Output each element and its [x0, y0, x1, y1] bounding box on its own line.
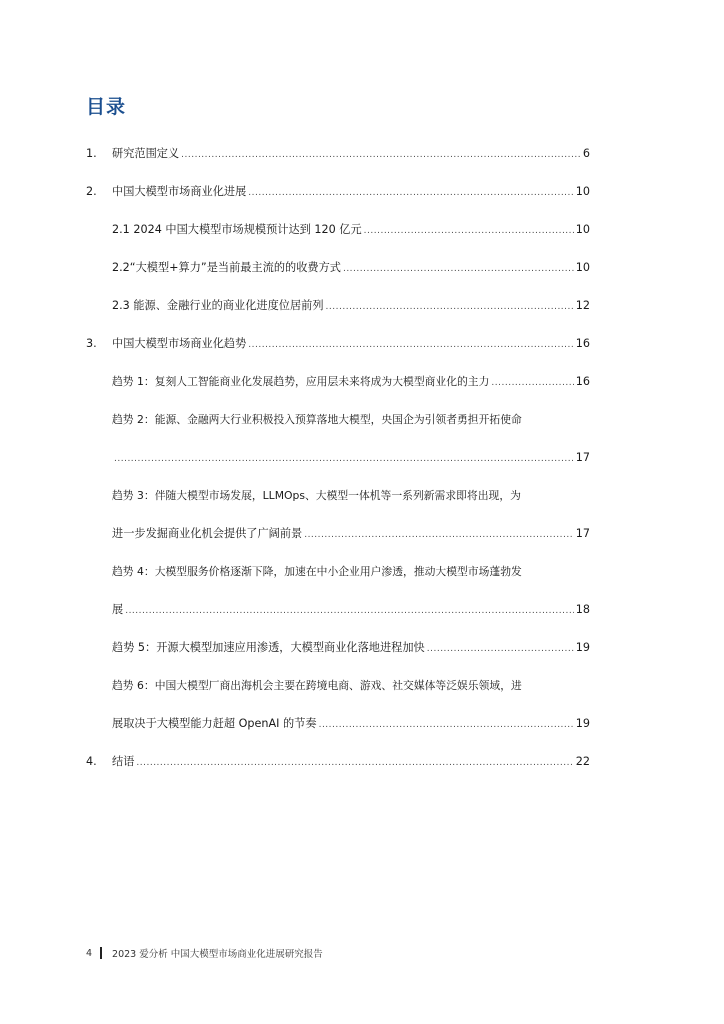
- page-footer: [86, 946, 323, 960]
- toc-entry-trend-3-line1[interactable]: [112, 489, 590, 503]
- toc-label: 中国大模型市场商业化进展: [112, 185, 247, 198]
- toc-entry-trend-2-line1[interactable]: [112, 413, 590, 427]
- dot-leader: [364, 224, 574, 238]
- dot-leader: [248, 338, 573, 352]
- toc-label: 展取决于大模型能力赶超 OpenAI 的节奏: [112, 717, 317, 730]
- toc-page: 19: [575, 641, 590, 654]
- dot-leader: [125, 604, 574, 618]
- toc-label: 2.3 能源、金融行业的商业化进度位居前列: [112, 299, 324, 312]
- dot-leader: [427, 642, 574, 656]
- footer-divider: [100, 947, 102, 959]
- dot-leader: [319, 718, 574, 732]
- toc-page: 17: [575, 527, 590, 540]
- toc-label: 趋势 4：大模型服务价格逐渐下降，加速在中小企业用户渗透，推动大模型市场蓬勃发: [112, 565, 522, 578]
- toc-entry-trend-6-line2[interactable]: [112, 717, 590, 732]
- toc-page: 10: [575, 223, 590, 236]
- dot-leader: [343, 262, 574, 276]
- footer-text: 2023 爱分析 中国大模型市场商业化进展研究报告: [112, 949, 323, 960]
- toc-number: 2.: [86, 185, 97, 198]
- toc-page: 16: [575, 337, 590, 350]
- toc-label: 趋势 6：中国大模型厂商出海机会主要在跨境电商、游戏、社交媒体等泛娱乐领域，进: [112, 679, 522, 692]
- toc-entry-2-3[interactable]: [112, 299, 590, 314]
- dot-leader: [304, 528, 574, 542]
- dot-leader: [181, 148, 581, 162]
- toc-entry-3[interactable]: [86, 337, 590, 352]
- toc-page: 10: [575, 261, 590, 274]
- toc-label: 展: [112, 603, 124, 616]
- toc-number: 1.: [86, 147, 97, 160]
- toc-entry-trend-5[interactable]: [112, 641, 590, 656]
- page-title: 目录: [86, 96, 127, 118]
- dot-leader: [248, 186, 573, 200]
- toc-entry-4[interactable]: [86, 755, 590, 770]
- toc-label: 趋势 5：开源大模型加速应用渗透，大模型商业化落地进程加快: [112, 641, 425, 654]
- toc-page: 22: [575, 755, 590, 768]
- toc-entry-trend-2-line2[interactable]: [112, 451, 590, 466]
- toc-entry-trend-4-line2[interactable]: [112, 603, 590, 618]
- toc-label: 趋势 3：伴随大模型市场发展，LLMOps、大模型一体机等一系列新需求即将出现，为: [112, 489, 521, 502]
- toc-label: 进一步发掘商业化机会提供了广阔前景: [112, 527, 303, 540]
- toc-page: 12: [575, 299, 590, 312]
- toc-entry-trend-4-line1[interactable]: [112, 565, 590, 579]
- toc-page: 17: [575, 451, 590, 464]
- toc-entry-2-2[interactable]: [112, 261, 590, 276]
- toc-label: 2.1 2024 中国大模型市场规模预计达到 120 亿元: [112, 223, 362, 236]
- toc-number: 4.: [86, 755, 97, 768]
- toc-page: 10: [575, 185, 590, 198]
- toc-page: 18: [575, 603, 590, 616]
- toc-entry-2[interactable]: [86, 185, 590, 200]
- toc-entry-trend-6-line1[interactable]: [112, 679, 590, 693]
- toc-entry-1[interactable]: [86, 147, 590, 162]
- dot-leader: [326, 300, 574, 314]
- toc-entry-2-1[interactable]: [112, 223, 590, 238]
- toc-entry-trend-1[interactable]: [112, 375, 590, 390]
- toc-label: 结语: [112, 755, 135, 768]
- toc-label: 趋势 1：复刻人工智能商业化发展趋势，应用层未来将成为大模型商业化的主力: [112, 375, 490, 388]
- toc-number: 3.: [86, 337, 97, 350]
- toc-page: 16: [575, 375, 590, 388]
- footer-page-number: 4: [86, 947, 93, 959]
- toc-label: 2.2“大模型+算力”是当前最主流的的收费方式: [112, 261, 341, 274]
- toc-page: 19: [575, 717, 590, 730]
- dot-leader: [491, 376, 573, 390]
- toc-entry-trend-3-line2[interactable]: [112, 527, 590, 542]
- toc-label: 趋势 2：能源、金融两大行业积极投入预算落地大模型，央国企为引领者勇担开拓使命: [112, 413, 522, 426]
- dot-leader: [114, 452, 574, 466]
- toc-page: 6: [582, 147, 590, 160]
- toc-label: 中国大模型市场商业化趋势: [112, 337, 247, 350]
- toc-label: 研究范围定义: [112, 147, 180, 160]
- dot-leader: [136, 756, 573, 770]
